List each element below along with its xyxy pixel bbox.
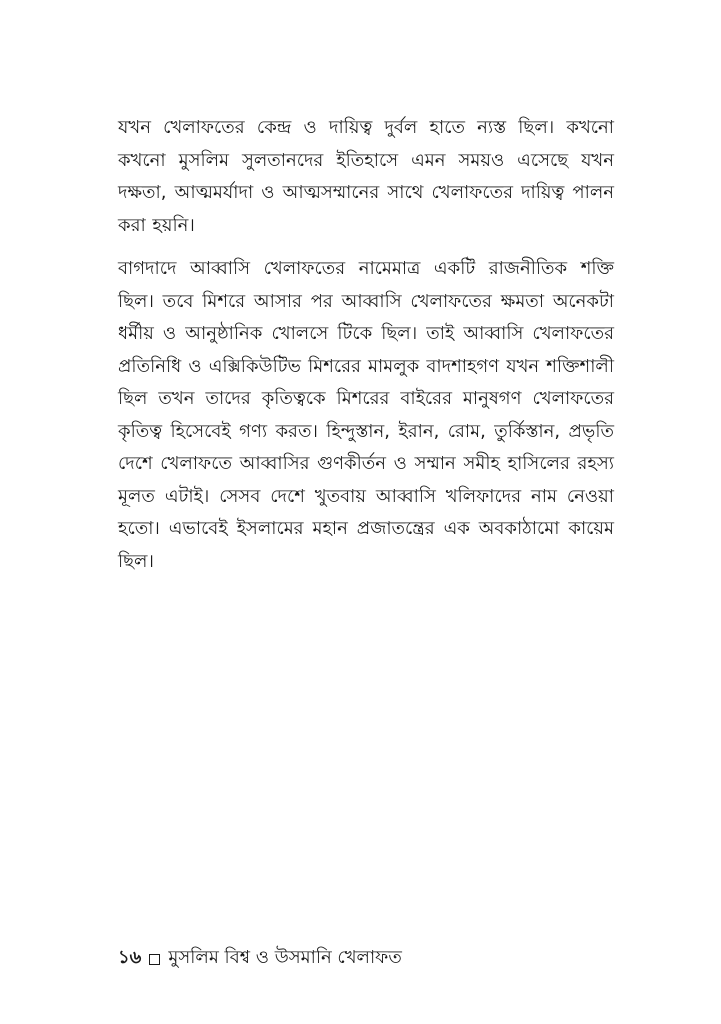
running-book-title: মুসলিম বিশ্ব ও উসমানি খেলাফত bbox=[168, 946, 402, 968]
body-text bbox=[118, 112, 614, 578]
page-number: ১৬ bbox=[118, 946, 142, 968]
paragraph-2: বাগদাদে আব্বাসি খেলাফতের নামেমাত্র একটি রাজনীতিক শক্তি ছিল। তবে মিশরে আসার পর আব্বাসি খেলাফতের ক্ষমতা অনেকটা ধর্মীয় ও আনুষ্ঠানিক খোলসে টিকে ছিল। তাই আব্বাসি খেলাফতের প্রতিনিধি ও এক্সিকিউটিভ মিশরের মামলুক বাদশাহগণ যখন শক্তিশালী ছিল তখন তাদের কৃতিত্বকে মিশরের বাইরের মানুষগণ খেলাফতের কৃতিত্ব হিসেবেই গণ্য করত। হিন্দুস্তান, ইরান, রোম, তুর্কিস্তান, প্রভৃতি দেশে খেলাফতে আব্বাসির গুণকীর্তন ও সম্মান সমীহ হাসিলের রহস্য মূলত এটাই। সেসব দেশে খুতবায় আব্বাসি খলিফাদের নাম নেওয়া হতো। এভাবেই ইসলামের মহান প্রজাতন্ত্রের এক অবকাঠামো কায়েম ছিল। bbox=[118, 258, 614, 572]
page-footer bbox=[118, 943, 402, 973]
paragraph-1: যখন খেলাফতের কেন্দ্র ও দায়িত্ব দুর্বল হাতে ন্যস্ত ছিল। কখনো কখনো মুসলিম সুলতানদের ইতিহাসে এমন সময়ও এসেছে যখন দক্ষতা, আত্মমর্যাদা ও আত্মসম্মানের সাথে খেলাফতের দায়িত্ব পালন করা হয়নি। bbox=[118, 117, 614, 236]
square-outline-icon bbox=[149, 954, 160, 965]
